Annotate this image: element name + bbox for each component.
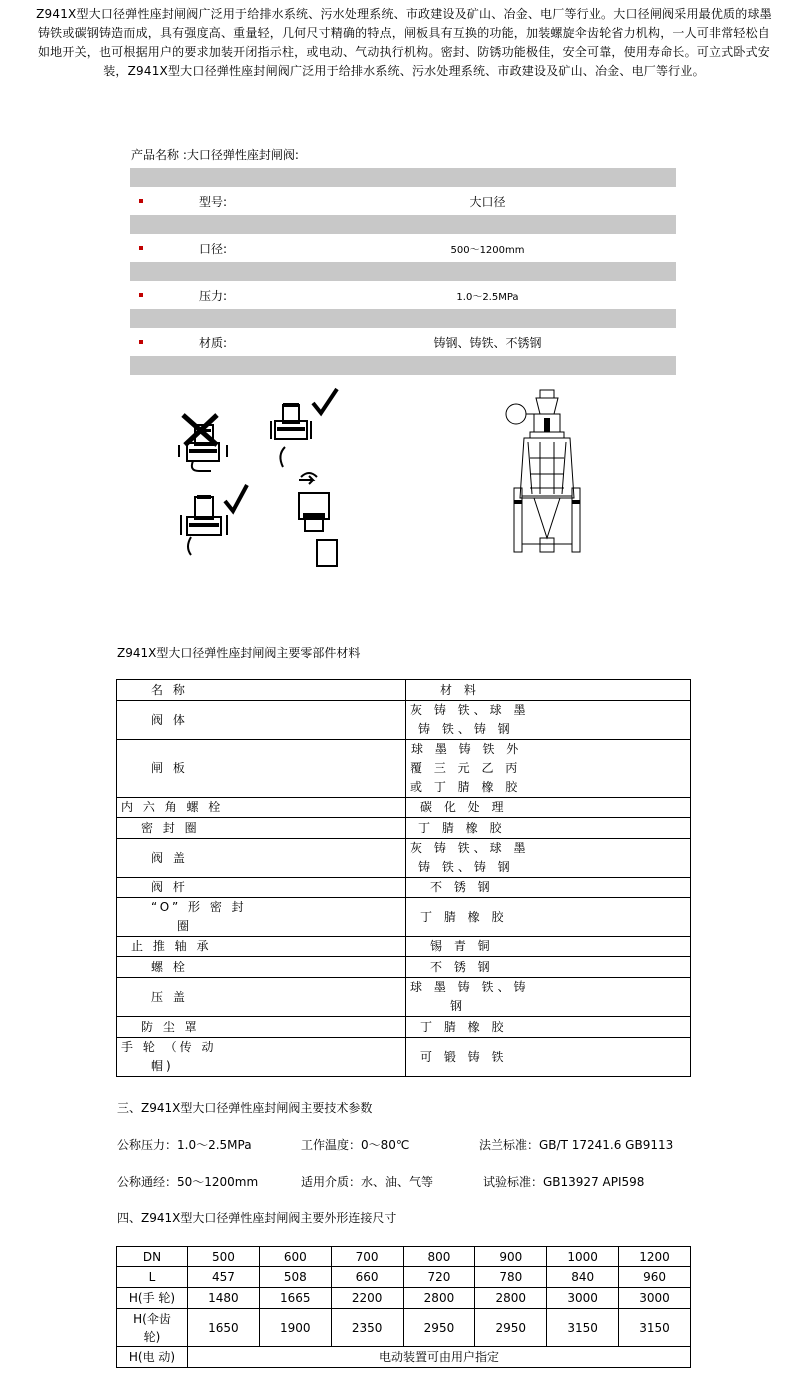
dim-cell: 960 [619,1267,691,1288]
param-temperature: 工作温度：0～80℃ [301,1138,410,1152]
dim-cell: 800 [403,1247,475,1267]
gate-valve-drawing [500,388,590,558]
dim-row-dn [117,1247,691,1267]
part-material: 碳 化 处 理 [406,798,691,818]
bullet-icon [139,340,143,344]
dim-cell: 1900 [259,1309,331,1347]
dim-cell: 457 [188,1267,260,1288]
bullet-icon [139,199,143,203]
table-header-row [117,680,691,701]
dim-cell: 2800 [475,1288,547,1309]
dim-cell: 3000 [547,1288,619,1309]
dim-cell: 1650 [188,1309,260,1347]
part-material: 灰 铸 铁、球 墨 铸 铁、铸 钢 [406,701,691,740]
dim-cell: 2350 [331,1309,403,1347]
dim-cell: 900 [475,1247,547,1267]
dim-cell: 500 [188,1247,260,1267]
dim-cell: DN [117,1247,188,1267]
header-material: 材 料 [406,680,691,701]
table-row [117,937,691,957]
spec-label: 材质: [199,335,228,350]
spec-value: 1.0～2.5MPa [456,291,519,303]
part-name: 阀 盖 [117,839,406,878]
materials-table [116,679,691,1077]
dim-cell: 3150 [619,1309,691,1347]
part-material: 丁 腈 橡 胶 [406,1017,691,1038]
spec-label: 压力: [199,288,228,303]
param-test: 试验标准：GB13927 API598 [483,1175,645,1189]
part-name: 防 尘 罩 [117,1017,406,1038]
dim-cell: 780 [475,1267,547,1288]
table-row [117,1038,691,1077]
dim-cell: 2800 [403,1288,475,1309]
table-row [117,957,691,978]
dim-cell: H(电 动) [117,1347,188,1368]
dimensions-title: 四、Z941X型大口径弹性座封闸阀主要外形连接尺寸 [117,1211,397,1225]
spec-row-material [130,331,676,353]
header-name: 名 称 [117,680,406,701]
spec-divider [130,309,676,328]
dim-row-h-hand [117,1288,691,1309]
part-name: 内 六 角 螺 栓 [117,798,406,818]
table-row [117,701,691,740]
part-material: 不 锈 钢 [406,957,691,978]
dim-cell: 840 [547,1267,619,1288]
table-row [117,878,691,898]
dim-cell: 1200 [619,1247,691,1267]
spec-label: 型号: [199,194,228,209]
table-row [117,839,691,878]
part-name: 止 推 轴 承 [117,937,406,957]
dim-cell: L [117,1267,188,1288]
spec-divider [130,356,676,375]
intro-line-3: 如地开关，也可根据用户的要求加装开闭指示柱，或电动、气动执行机构。密封、防锈功能极佳，安全可靠，使用寿命长。可立式卧式安 [37,45,770,59]
intro-paragraph [8,5,800,81]
intro-line-2: 铸铁或碳钢铸造而成，具有强度高、重量轻，几何尺寸精确的特点，闸板具有互换的功能，加装螺旋伞齿轮省力机构，一人可非常轻松自 [37,26,770,40]
part-material: 丁 腈 橡 胶 [406,898,691,937]
intro-line-4: 装，Z941X型大口径弹性座封闸阀广泛用于给排水系统、污水处理系统、市政建设及矿山、冶金、电厂等行业。 [103,64,705,78]
dim-cell: H(手 轮) [117,1288,188,1309]
dim-cell: 660 [331,1267,403,1288]
part-name: 螺 栓 [117,957,406,978]
dim-cell: 2950 [403,1309,475,1347]
param-pressure: 公称压力：1.0～2.5MPa [117,1138,252,1152]
spec-row-diameter [130,237,676,259]
dim-cell: 700 [331,1247,403,1267]
dimensions-table [116,1246,691,1368]
part-name: 阀 杆 [117,878,406,898]
dim-cell: H(伞齿轮) [117,1309,188,1347]
dim-cell: 2950 [475,1309,547,1347]
param-medium: 适用介质：水、油、气等 [301,1175,434,1189]
spec-value: 大口径 [469,194,506,209]
dim-cell-note: 电动装置可由用户指定 [188,1347,691,1368]
tech-params-title: 三、Z941X型大口径弹性座封闸阀主要技术参数 [117,1101,373,1115]
part-material: 可 锻 铸 铁 [406,1038,691,1077]
bullet-icon [139,293,143,297]
dim-row-h-electric [117,1347,691,1368]
dim-cell: 3000 [619,1288,691,1309]
param-diameter: 公称通经：50～1200mm [117,1175,259,1189]
part-name: 阀 体 [117,701,406,740]
dim-cell: 3150 [547,1309,619,1347]
spec-divider [130,168,676,187]
spec-row-pressure [130,284,676,306]
part-material: 灰 铸 铁、球 墨 铸 铁、铸 钢 [406,839,691,878]
table-row [117,1017,691,1038]
installation-orientation-illustration [175,385,365,570]
dim-row-l [117,1267,691,1288]
table-row [117,740,691,798]
dim-row-h-bevel [117,1309,691,1347]
dim-cell: 2200 [331,1288,403,1309]
product-title: 产品名称 :大口径弹性座封闸阀: [131,148,299,162]
materials-title: Z941X型大口径弹性座封闸阀主要零部件材料 [117,646,361,660]
dim-cell: 1665 [259,1288,331,1309]
intro-line-1: Z941X型大口径弹性座封闸阀广泛用于给排水系统、污水处理系统、市政建设及矿山、冶金、电厂等行业。大口径闸阀采用最优质的球墨 [36,7,772,21]
dim-cell: 600 [259,1247,331,1267]
part-name: 手 轮 （传 动 帽) [117,1038,406,1077]
part-material: 球 墨 铸 铁 外 覆 三 元 乙 丙 或 丁 腈 橡 胶 [406,740,691,798]
table-row [117,818,691,839]
table-row [117,898,691,937]
dim-cell: 1000 [547,1247,619,1267]
part-material: 球 墨 铸 铁、铸 钢 [406,978,691,1017]
part-name: 密 封 圈 [117,818,406,839]
spec-divider [130,262,676,281]
spec-row-model [130,190,676,212]
spec-block [130,168,676,378]
bullet-icon [139,246,143,250]
spec-value: 500～1200mm [450,244,525,256]
spec-label: 口径: [199,241,228,256]
spec-divider [130,215,676,234]
table-row [117,978,691,1017]
part-name: 闸 板 [117,740,406,798]
table-row [117,798,691,818]
spec-value: 铸钢、铸铁、不锈钢 [433,335,542,350]
part-material: 锡 青 铜 [406,937,691,957]
part-name: 压 盖 [117,978,406,1017]
part-material: 丁 腈 橡 胶 [406,818,691,839]
part-material: 不 锈 钢 [406,878,691,898]
dim-cell: 508 [259,1267,331,1288]
dim-cell: 720 [403,1267,475,1288]
dim-cell: 1480 [188,1288,260,1309]
part-name: “O” 形 密 封 圈 [117,898,406,937]
param-flange: 法兰标准：GB/T 17241.6 GB9113 [479,1138,674,1152]
